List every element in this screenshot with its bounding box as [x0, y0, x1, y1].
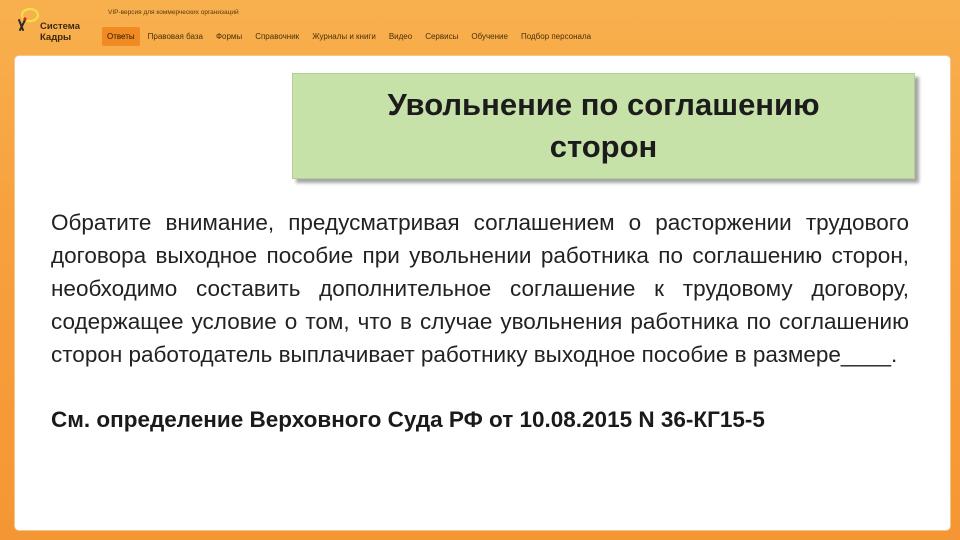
slide-title-box [292, 73, 915, 179]
nav-item-answers[interactable]: Ответы [102, 27, 140, 46]
logo-icon [16, 8, 40, 40]
nav-item-services[interactable]: Сервисы [425, 32, 459, 41]
main-nav [102, 27, 599, 46]
nav-item-training[interactable]: Обучение [471, 32, 508, 41]
vip-version-note: VIP-версия для коммерческих организаций [108, 9, 239, 16]
nav-item-legal-base[interactable]: Правовая база [147, 32, 203, 41]
slide-title [387, 84, 819, 168]
nav-item-forms[interactable]: Формы [215, 32, 243, 41]
logo-line1: Система [40, 21, 80, 32]
header-bar [0, 0, 960, 56]
slide-title-line2: сторон [549, 129, 658, 164]
slide-title-line1: Увольнение по соглашению [387, 87, 820, 122]
court-reference: См. определение Верховного Суда РФ от 10.08.2015 N 36-КГ15-5 [51, 407, 765, 432]
content-card [15, 56, 950, 530]
nav-item-recruitment[interactable]: Подбор персонала [520, 32, 592, 41]
nav-item-reference[interactable]: Справочник [255, 32, 300, 41]
nav-item-video[interactable]: Видео [388, 32, 413, 41]
logo-text [40, 21, 80, 43]
logo-line2: Кадры [40, 32, 72, 43]
nav-item-journals[interactable]: Журналы и книги [312, 32, 376, 41]
slide-paragraph: Обратите внимание, предусматривая соглашением о расторжении трудового договора выходное пособие при увольнении работника по соглашению сторон, необходимо составить дополнительное соглашение к трудовому договору, содержащее условие о том, что в случае увольнения работника по соглашению сторон работодатель выплачивает работнику выходное пособие в размере____. [51, 210, 909, 367]
sistema-kadry-logo[interactable] [16, 8, 96, 48]
